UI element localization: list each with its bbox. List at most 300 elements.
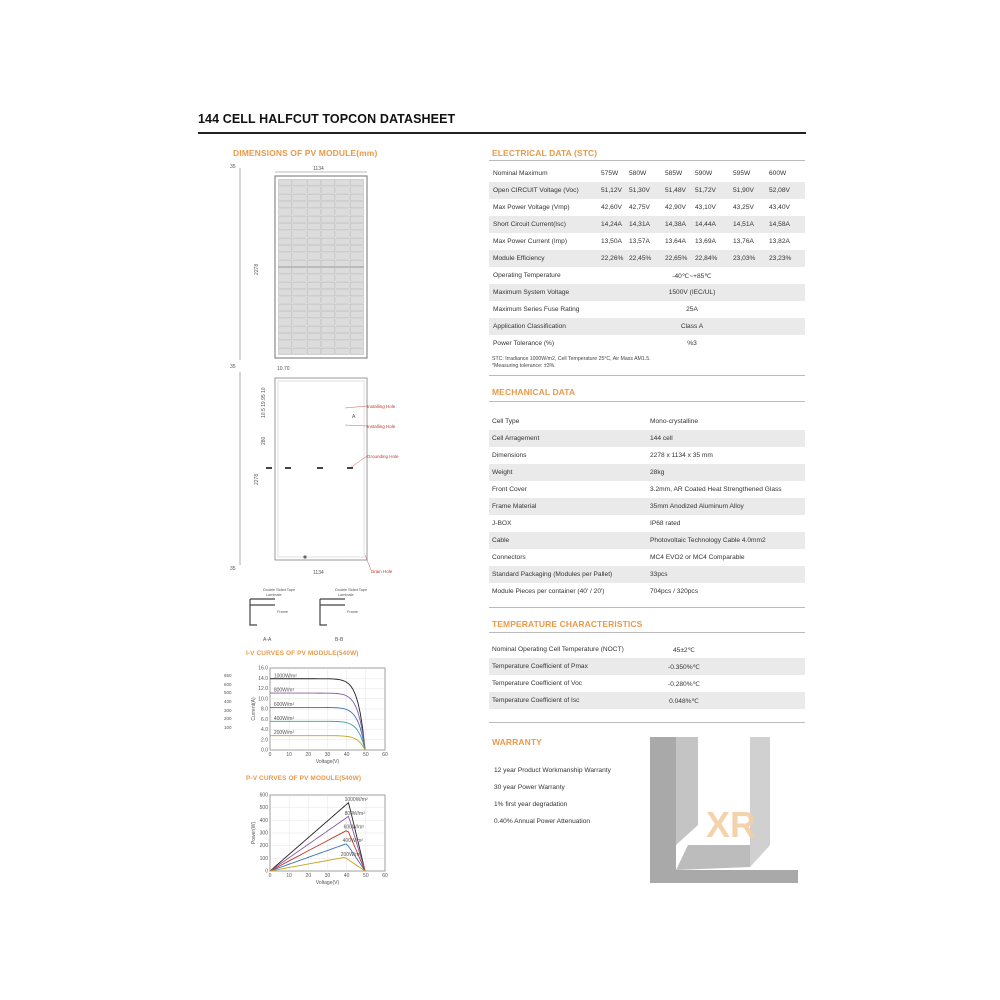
electrical-row-value: 14,58A (769, 221, 790, 228)
mechanical-rule (489, 401, 805, 402)
electrical-row-value: 14,44A (695, 221, 716, 228)
temperature-row-value: -0.350%℃ (668, 664, 700, 671)
solar-cell (293, 223, 307, 230)
mount-hole-left (266, 467, 272, 469)
electrical-row-value: 14,31A (629, 221, 650, 228)
solar-cell (321, 253, 335, 260)
electrical-row-value: 13,57A (629, 238, 650, 245)
mechanical-row-value: Photovoltaic Technology Cable 4.0mm2 (650, 537, 766, 544)
iv-outer-label: 400 (224, 699, 232, 705)
electrical-rule (489, 160, 805, 161)
mechanical-row-label: Cable (492, 537, 510, 544)
solar-cell (307, 238, 321, 245)
drain-hole-leader (365, 555, 371, 570)
solar-cell (336, 326, 350, 333)
solar-cell (293, 253, 307, 260)
temperature-row (489, 658, 805, 675)
warranty-item: 0.40% Annual Power Attenuation (494, 818, 591, 825)
pv-x-tick-label: 60 (382, 873, 388, 879)
logo-inner-bar (676, 737, 698, 845)
front-corner-top-label: 35 (230, 164, 236, 170)
pv-y-tick-label: 300 (259, 830, 268, 837)
bb-frame-label: Frame (347, 610, 358, 614)
solar-cell (336, 216, 350, 223)
solar-cell (321, 238, 335, 245)
mechanical-row-label: Cell Arragement (492, 435, 540, 442)
mechanical-row-label: Module Pieces per container (40' / 20') (492, 588, 605, 595)
solar-cell (293, 275, 307, 282)
drain-hole-label: Drain Hole (371, 569, 393, 574)
solar-cell (350, 326, 364, 333)
electrical-row-value: 22,26% (601, 255, 624, 262)
solar-cell (336, 282, 350, 289)
electrical-row-value: 13,64A (665, 238, 686, 245)
mount-hole-4 (347, 467, 353, 469)
pv-series-label: 400W/m² (342, 838, 363, 845)
iv-y-tick-label: 4.0 (261, 727, 268, 733)
front-cell-grid (275, 176, 367, 358)
solar-cell (278, 311, 292, 318)
warranty-top-rule (489, 722, 805, 723)
solar-cell (350, 289, 364, 296)
solar-cell (350, 311, 364, 318)
solar-cell (307, 223, 321, 230)
pv-y-tick-label: 500 (259, 805, 268, 812)
solar-cell (278, 209, 292, 216)
solar-cell (293, 216, 307, 223)
mechanical-row-value: 28kg (650, 469, 665, 476)
mechanical-row (489, 481, 805, 498)
solar-cell (350, 319, 364, 326)
back-corner-bot-label: 35 (230, 566, 236, 572)
solar-cell (350, 253, 364, 260)
iv-series-label: 200W/m² (273, 730, 295, 737)
solar-cell (293, 282, 307, 289)
electrical-header-value: 595W (733, 170, 751, 177)
section-aa-profile (250, 599, 275, 625)
solar-cell (278, 238, 292, 245)
solar-cell (307, 319, 321, 326)
stc-note-line-2: *Measuring tolerance: ±3%. (492, 363, 556, 369)
pv-y-tick-label: 200 (259, 843, 268, 850)
electrical-row-label: Application Classification (493, 323, 566, 330)
stc-note-line-1: STC: Irradiance 1000W/m2, Cell Temperature 25°C, Air Mass AM1.5. (492, 356, 651, 362)
solar-cell (278, 216, 292, 223)
solar-cell (293, 209, 307, 216)
solar-cell (350, 267, 364, 274)
electrical-row-value: 23,03% (733, 255, 756, 262)
electrical-row-value: 14,38A (665, 221, 686, 228)
solar-cell (336, 209, 350, 216)
logo-right-bar (750, 737, 770, 867)
mechanical-row-value: 35mm Anodized Aluminum Alloy (650, 503, 744, 510)
pv-series-label: 1000W/m² (344, 797, 368, 804)
electrical-row-label: Operating Temperature (493, 272, 561, 279)
solar-cell (350, 209, 364, 216)
temperature-row (489, 641, 805, 658)
temperature-row (489, 675, 805, 692)
solar-cell (321, 260, 335, 267)
solar-cell (350, 348, 364, 355)
back-width-label: 1134 (313, 570, 324, 576)
iv-outer-label: 600 (224, 681, 232, 687)
electrical-row-value: 43,25V (733, 204, 754, 211)
solar-cell (307, 194, 321, 201)
solar-cell (336, 348, 350, 355)
iv-x-tick-label: 50 (363, 752, 369, 758)
iv-x-tick-label: 20 (305, 752, 312, 758)
solar-cell (321, 319, 335, 326)
mechanical-row-value: 2278 x 1134 x 35 mm (650, 452, 713, 459)
electrical-row-value: 13,76A (733, 238, 754, 245)
pv-x-tick-label: 0 (268, 873, 272, 879)
solar-cell (293, 201, 307, 208)
mechanical-row-value: 3.2mm, AR Coated Heat Strengthened Glass (650, 486, 782, 493)
solar-cell (307, 348, 321, 355)
dim-small-label: 10.5 19.95 10 (261, 387, 267, 418)
warranty-heading: WARRANTY (492, 737, 542, 747)
mechanical-row-label: Dimensions (492, 452, 527, 459)
temperature-row-value: 0.048%℃ (669, 698, 699, 705)
mechanical-top-rule (489, 375, 805, 376)
temperature-rule (489, 632, 805, 633)
electrical-row-value: 51,90V (733, 187, 754, 194)
electrical-row-value: 43,10V (695, 204, 716, 211)
pv-y-tick-label: 400 (259, 817, 268, 824)
iv-outer-label: 650 (224, 673, 232, 678)
solar-cell (350, 304, 364, 311)
electrical-row-value: 42,75V (629, 204, 650, 211)
solar-cell (278, 297, 292, 304)
solar-cell (321, 223, 335, 230)
aa-frame-label: Frame (277, 610, 288, 614)
pv-x-tick-label: 10 (286, 873, 292, 879)
aa-laminate-label: Laminate (266, 593, 282, 597)
solar-cell (307, 282, 321, 289)
solar-cell (350, 245, 364, 252)
iv-chart (245, 660, 395, 768)
temperature-row-label: Temperature Coefficient of Voc (492, 680, 583, 687)
pv-series-label: 600W/m² (343, 824, 364, 831)
electrical-row-value: %3 (687, 340, 697, 347)
installing-hole-label-2: Installing Hole (367, 424, 396, 429)
solar-cell (321, 267, 335, 274)
aa-section-label: A-A (263, 637, 272, 643)
solar-cell (307, 304, 321, 311)
solar-cell (293, 297, 307, 304)
solar-cell (336, 231, 350, 238)
mechanical-row-label: Standard Packaging (Modules per Pallet) (492, 571, 613, 578)
iv-series-label: 1000W/m² (273, 673, 297, 680)
solar-cell (321, 282, 335, 289)
pv-y-axis-label: Power(W) (251, 821, 257, 845)
solar-cell (293, 348, 307, 355)
electrical-row-value: 13,82A (769, 238, 790, 245)
solar-cell (307, 275, 321, 282)
solar-cell (336, 201, 350, 208)
solar-cell (278, 194, 292, 201)
installing-hole-label-1: Installing Hole (367, 404, 396, 409)
electrical-row-value: 1500V (IEC/UL) (668, 289, 716, 296)
solar-cell (293, 194, 307, 201)
mechanical-row (489, 549, 805, 566)
solar-cell (321, 216, 335, 223)
pv-series-label: 800W/m² (344, 810, 365, 817)
electrical-row-value: 13,69A (695, 238, 716, 245)
electrical-row-value: 52,08V (769, 187, 790, 194)
section-a-label: A (352, 414, 356, 420)
electrical-row-value: 43,40V (769, 204, 790, 211)
electrical-row (489, 301, 805, 318)
electrical-row (489, 199, 805, 216)
pv-x-tick-label: 20 (305, 873, 312, 879)
solar-cell (293, 311, 307, 318)
mount-hole-3 (317, 467, 323, 469)
solar-cell (321, 333, 335, 340)
iv-x-tick-label: 10 (286, 752, 292, 758)
solar-cell (307, 326, 321, 333)
iv-y-tick-label: 2.0 (261, 737, 268, 744)
solar-cell (321, 304, 335, 311)
solar-cell (307, 260, 321, 267)
solar-cell (321, 179, 335, 186)
solar-cell (278, 282, 292, 289)
mechanical-row (489, 413, 805, 430)
solar-cell (278, 304, 292, 311)
mechanical-row (489, 566, 805, 583)
solar-cell (293, 267, 307, 274)
solar-cell (350, 179, 364, 186)
mechanical-row (489, 447, 805, 464)
solar-cell (307, 179, 321, 186)
solar-cell (336, 223, 350, 230)
electrical-row (489, 233, 805, 250)
electrical-row-value: 42,90V (665, 204, 686, 211)
solar-cell (293, 238, 307, 245)
electrical-heading: ELECTRICAL DATA (STC) (492, 148, 598, 158)
solar-cell (278, 245, 292, 252)
solar-cell (278, 319, 292, 326)
dim-1070-label: 10.70 (277, 366, 290, 372)
pv-y-tick-label: 0 (265, 868, 268, 875)
electrical-row-value: 23,23% (769, 255, 792, 262)
solar-cell (350, 260, 364, 267)
solar-cell (321, 289, 335, 296)
solar-cell (307, 333, 321, 340)
mechanical-row-value: IP68 rated (650, 520, 681, 527)
electrical-row-value: 22,45% (629, 255, 652, 262)
bb-tape-label: Double Sided Tape (335, 588, 368, 592)
solar-cell (321, 348, 335, 355)
solar-cell (321, 201, 335, 208)
electrical-row-value: 51,12V (601, 187, 622, 194)
solar-cell (321, 297, 335, 304)
warranty-item: 1% first year degradation (494, 801, 568, 808)
solar-cell (307, 341, 321, 348)
front-height-label: 2278 (254, 263, 260, 275)
warranty-item: 12 year Product Workmanship Warranty (494, 767, 611, 774)
solar-cell (336, 179, 350, 186)
dimensions-heading: DIMENSIONS OF PV MODULE(mm) (233, 148, 378, 158)
pv-series-label: 200W/m² (340, 851, 362, 858)
pv-chart-heading: P-V CURVES OF PV MODULE(540W) (246, 775, 362, 782)
solar-cell (293, 245, 307, 252)
solar-cell (307, 209, 321, 216)
electrical-row-value: 42,60V (601, 204, 622, 211)
title-divider (198, 132, 806, 134)
xr-logo (648, 735, 808, 887)
electrical-header-value: 600W (769, 170, 787, 177)
solar-cell (307, 187, 321, 194)
solar-cell (350, 275, 364, 282)
solar-cell (293, 326, 307, 333)
solar-cell (350, 194, 364, 201)
grounding-hole-label: Grounding Hole (367, 454, 399, 459)
iv-outer-label: 300 (224, 707, 232, 713)
iv-x-tick-label: 40 (343, 752, 350, 758)
electrical-row (489, 216, 805, 233)
solar-cell (307, 311, 321, 318)
solar-cell (336, 275, 350, 282)
solar-cell (278, 326, 292, 333)
solar-cell (278, 260, 292, 267)
solar-cell (293, 304, 307, 311)
dim-280-label: 280 (261, 436, 267, 445)
electrical-row-value: 51,72V (695, 187, 716, 194)
iv-x-tick-label: 60 (382, 752, 388, 758)
iv-outer-label: 100 (224, 725, 232, 731)
mechanical-row (489, 515, 805, 532)
iv-series-label: 600W/m² (273, 701, 295, 708)
solar-cell (293, 260, 307, 267)
pv-chart (245, 787, 395, 887)
iv-x-axis-label: Voltage(V) (315, 759, 340, 765)
solar-cell (321, 311, 335, 318)
electrical-header-value: 590W (695, 170, 713, 177)
electrical-header-label: Nominal Maximum (493, 170, 548, 177)
pv-x-tick-label: 50 (363, 873, 369, 879)
electrical-row-value: 51,30V (629, 187, 650, 194)
solar-cell (336, 245, 350, 252)
logo-text: XR (706, 804, 757, 845)
pv-y-tick-label: 100 (259, 855, 268, 862)
mount-hole-2 (285, 467, 291, 469)
solar-cell (278, 348, 292, 355)
iv-y-axis-label: Current(A) (251, 697, 257, 721)
electrical-row-value: -40℃~+85℃ (672, 273, 712, 280)
solar-cell (293, 187, 307, 194)
solar-cell (307, 201, 321, 208)
electrical-row (489, 284, 805, 301)
solar-cell (307, 297, 321, 304)
electrical-header-value: 575W (601, 170, 619, 177)
solar-cell (293, 289, 307, 296)
solar-cell (278, 187, 292, 194)
electrical-header-value: 580W (629, 170, 647, 177)
temperature-row (489, 692, 805, 709)
temperature-row-value: 45±2℃ (672, 647, 696, 654)
temperature-row-label: Temperature Coefficient of Pmax (492, 663, 588, 670)
pv-x-axis-label: Voltage(V) (315, 880, 340, 886)
iv-series-label: 400W/m² (273, 715, 295, 722)
electrical-row-label: Open CIRCUIT Voltage (Voc) (493, 187, 579, 194)
solar-cell (307, 289, 321, 296)
page-title: 144 CELL HALFCUT TOPCON DATASHEET (198, 112, 456, 126)
iv-outer-labels (224, 672, 238, 733)
temperature-row-label: Temperature Coefficient of Isc (492, 697, 580, 704)
electrical-row-label: Module Efficiency (493, 255, 545, 262)
electrical-header-row (489, 165, 805, 182)
mechanical-row-label: Cell Type (492, 418, 520, 425)
temperature-row-value: -0.280%℃ (668, 681, 700, 688)
solar-cell (278, 275, 292, 282)
mechanical-row-label: Front Cover (492, 486, 527, 493)
solar-cell (307, 267, 321, 274)
solar-cell (278, 201, 292, 208)
electrical-row-value: Class A (680, 323, 704, 330)
solar-cell (321, 245, 335, 252)
electrical-row (489, 250, 805, 267)
pv-y-tick-label: 600 (259, 792, 268, 799)
electrical-row-value: 22,84% (695, 255, 718, 262)
solar-cell (336, 341, 350, 348)
solar-cell (293, 231, 307, 238)
iv-series-label: 800W/m² (273, 687, 295, 694)
mechanical-row-label: Connectors (492, 554, 526, 561)
electrical-row-value: 25A (686, 306, 698, 313)
electrical-row (489, 318, 805, 335)
solar-cell (350, 238, 364, 245)
solar-cell (336, 289, 350, 296)
electrical-row-value: 14,24A (601, 221, 622, 228)
solar-cell (278, 289, 292, 296)
solar-cell (350, 201, 364, 208)
solar-cell (336, 267, 350, 274)
temperature-heading: TEMPERATURE CHARACTERISTICS (492, 619, 643, 629)
electrical-row-value: 13,50A (601, 238, 622, 245)
pv-x-tick-label: 40 (343, 873, 350, 879)
solar-cell (350, 341, 364, 348)
solar-cell (321, 341, 335, 348)
mechanical-row (489, 464, 805, 481)
solar-cell (278, 333, 292, 340)
electrical-row-label: Max Power Voltage (Vmp) (493, 204, 570, 211)
electrical-row (489, 182, 805, 199)
mechanical-row-label: Frame Material (492, 503, 537, 510)
iv-y-tick-label: 16.0 (258, 665, 268, 672)
solar-cell (336, 333, 350, 340)
solar-cell (293, 179, 307, 186)
solar-cell (336, 297, 350, 304)
temperature-row-label: Nominal Operating Cell Temperature (NOCT) (492, 646, 624, 653)
solar-cell (350, 297, 364, 304)
aa-tape-label: Double Sided Tape (263, 588, 296, 592)
solar-cell (336, 194, 350, 201)
pv-x-tick-label: 30 (324, 873, 331, 879)
front-width-label: 1134 (313, 166, 324, 172)
iv-y-tick-label: 6.0 (261, 716, 268, 723)
solar-cell (336, 187, 350, 194)
iv-y-tick-label: 10.0 (258, 696, 268, 703)
mechanical-row-value: Mono-crystalline (650, 418, 699, 425)
solar-cell (307, 216, 321, 223)
solar-cell (321, 275, 335, 282)
bb-section-label: B-B (335, 637, 344, 643)
iv-outer-label: 200 (224, 716, 232, 722)
mechanical-row (489, 498, 805, 515)
temperature-top-rule (489, 607, 805, 608)
iv-y-tick-label: 14.0 (258, 675, 268, 682)
